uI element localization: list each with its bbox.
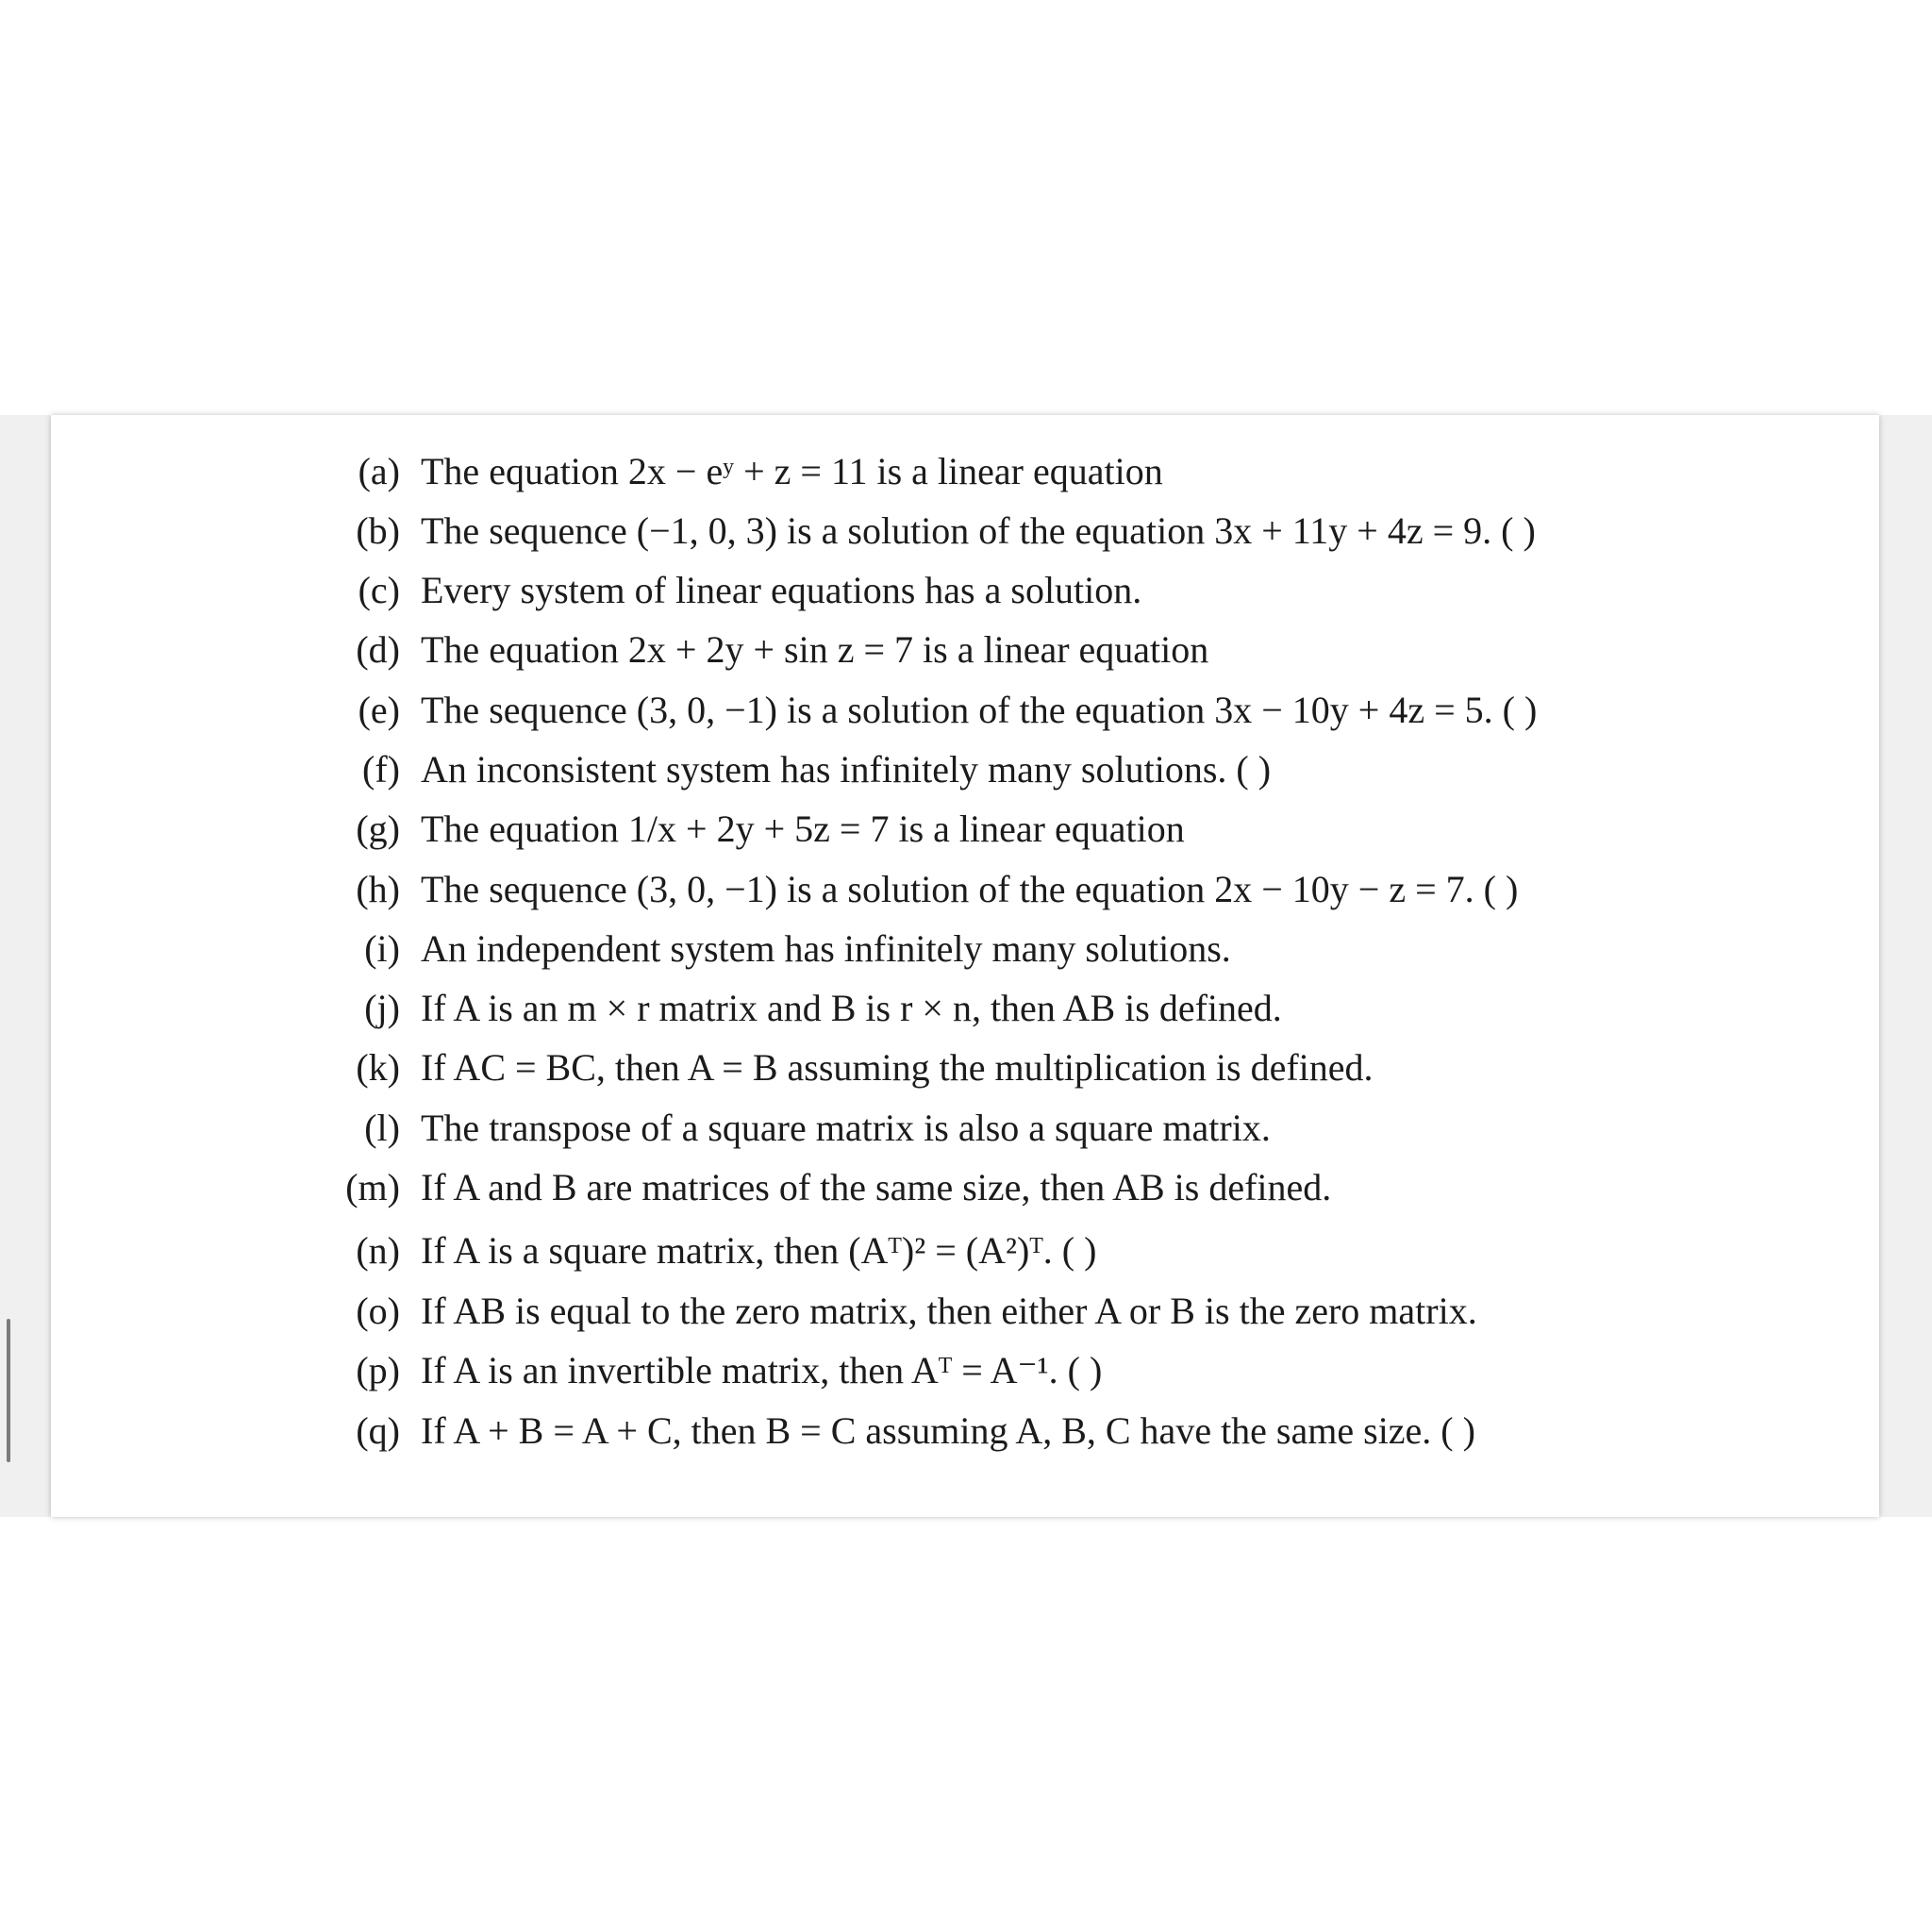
list-item [0,682,1537,739]
list-item [0,1283,1477,1340]
item-text: The sequence (3, 0, −1) is a solution of the equation 2x − 10y − z = 7. ( ) [421,868,1519,910]
list-item [0,622,1208,678]
item-text: The equation 2x − eʸ + z = 11 is a linear equation [421,450,1163,492]
item-label: (a) [358,450,400,492]
item-text: An inconsistent system has infinitely many solutions. ( ) [421,748,1272,791]
item-label: (p) [356,1349,400,1391]
item-label: (f) [362,748,400,791]
item-label: (g) [356,808,400,850]
list-item [0,980,1282,1037]
item-text: If A is an invertible matrix, then Aᵀ = A⁻¹. ( ) [421,1349,1103,1391]
list-item [0,1403,1475,1459]
list-item [0,801,1185,858]
item-text: The transpose of a square matrix is also a square matrix. [421,1107,1271,1149]
item-text: The equation 1/x + 2y + 5z = 7 is a linear equation [421,808,1185,850]
item-label: (i) [364,927,400,970]
item-label: (h) [356,868,400,910]
item-label: (k) [356,1046,400,1089]
list-item [0,921,1231,977]
item-text: Every system of linear equations has a solution. [421,569,1142,611]
item-label: (j) [364,987,400,1029]
item-label: (d) [356,628,400,671]
item-label: (c) [358,569,400,611]
item-text: If AB is equal to the zero matrix, then either A or B is the zero matrix. [421,1290,1477,1332]
list-item [0,562,1141,619]
item-text: If AC = BC, then A = B assuming the multiplication is defined. [421,1046,1374,1089]
list-item [0,443,1163,500]
item-text: If A + B = A + C, then B = C assuming A, B, C have the same size. ( ) [421,1409,1475,1452]
item-text: The sequence (−1, 0, 3) is a solution of the equation 3x + 11y + 4z = 9. ( ) [421,509,1536,552]
item-text: If A is an m × r matrix and B is r × n, then AB is defined. [421,987,1282,1029]
list-item [0,741,1271,798]
list-item [0,1100,1271,1157]
item-label: (l) [364,1107,400,1149]
list-item [0,1159,1331,1216]
item-label: (n) [356,1229,400,1272]
list-item [0,1223,1096,1279]
item-text: If A and B are matrices of the same size, then AB is defined. [421,1166,1332,1208]
item-text: The equation 2x + 2y + sin z = 7 is a linear equation [421,628,1209,671]
item-label: (b) [356,509,400,552]
item-label: (o) [356,1290,400,1332]
item-label: (m) [345,1166,400,1208]
item-label: (q) [356,1409,400,1452]
item-text: An independent system has infinitely many solutions. [421,927,1231,970]
list-item [0,1342,1102,1399]
item-text: The sequence (3, 0, −1) is a solution of the equation 3x − 10y + 4z = 5. ( ) [421,689,1538,731]
item-text: If A is a square matrix, then (Aᵀ)² = (A²)ᵀ. ( ) [421,1229,1097,1272]
list-item [0,861,1518,918]
list-item [0,503,1536,559]
item-label: (e) [358,689,400,731]
list-item [0,1040,1374,1096]
